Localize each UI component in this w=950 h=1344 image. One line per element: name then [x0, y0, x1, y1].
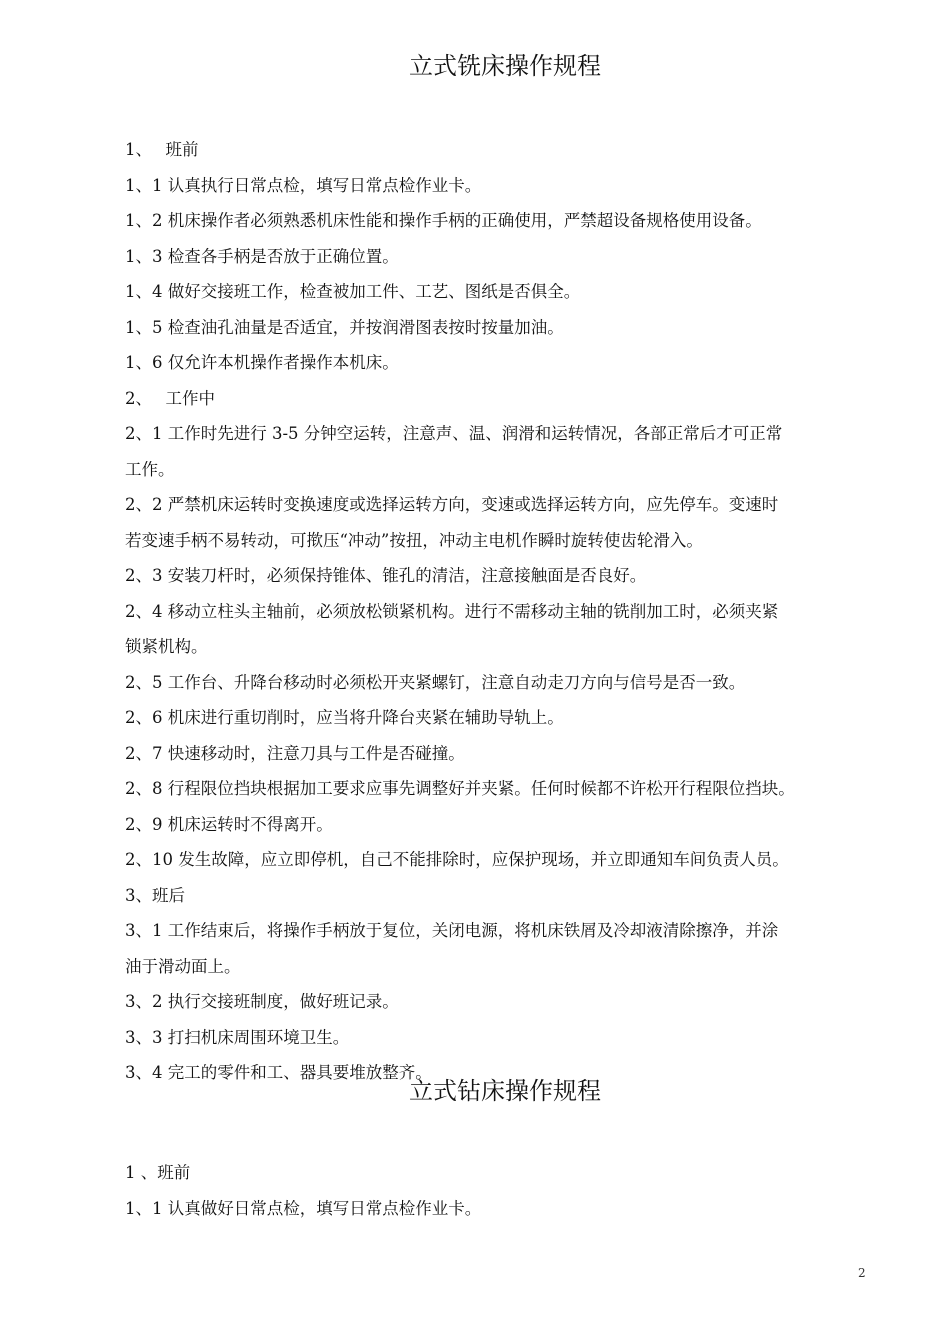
procedure-line: 2、9 机床运转时不得离开。: [125, 814, 333, 834]
procedure-line: 3、3 打扫机床周围环境卫生。: [125, 1027, 350, 1047]
procedure-line: 若变速手柄不易转动，可揿压“冲动”按扭，冲动主电机作瞬时旋转使齿轮滑入。: [125, 530, 703, 550]
procedure-line: 2、2 严禁机床运转时变换速度或选择运转方向，变速或选择运转方向，应先停车。变速时: [125, 495, 779, 514]
procedure-line: 锁紧机构。: [125, 637, 208, 656]
procedure-line: 2、4 移动立柱头主轴前，必须放松锁紧机构。进行不需移动主轴的铣削加工时，必须夹紧: [125, 601, 779, 621]
procedure-line: 2、7 快速移动时，注意刀具与工件是否碰撞。: [125, 743, 465, 763]
procedure-line: 1、4 做好交接班工作，检查被加工件、工艺、图纸是否俱全。: [125, 282, 581, 301]
page-title-drilling: 立式钻床操作规程: [409, 1077, 601, 1105]
procedure-line: 3、班后: [125, 885, 185, 905]
procedure-line: 3、4 完工的零件和工、器具要堆放整齐。: [125, 1063, 432, 1082]
page-title-milling: 立式铣床操作规程: [409, 52, 601, 80]
procedure-line: 1、6 仅允许本机操作者操作本机床。: [125, 353, 399, 372]
page-number: 2: [858, 1266, 866, 1280]
procedure-line: 1、3 检查各手柄是否放于正确位置。: [125, 246, 399, 266]
drilling-procedure-list: [125, 1155, 890, 1226]
procedure-line: 1、2 机床操作者必须熟悉机床性能和操作手柄的正确使用，严禁超设备规格使用设备。: [125, 211, 762, 230]
procedure-line: 3、1 工作结束后，将操作手柄放于复位，关闭电源，将机床铁屑及冷却液清除擦净，并涂: [125, 921, 779, 940]
procedure-line: 工作。: [125, 459, 175, 479]
procedure-line: 1、 班前: [125, 140, 199, 159]
procedure-line: 1、1 认真做好日常点检，填写日常点检作业卡。: [125, 1198, 482, 1218]
procedure-line: 2、6 机床进行重切削时，应当将升降台夹紧在辅助导轨上。: [125, 708, 564, 727]
procedure-line: 2、10 发生故障，应立即停机，自己不能排除时，应保护现场，并立即通知车间负责人员。: [125, 850, 789, 869]
procedure-line: 2、5 工作台、升降台移动时必须松开夹紧螺钉，注意自动走刀方向与信号是否一致。: [125, 672, 746, 692]
milling-procedure-list: [125, 132, 890, 1091]
procedure-line: 2、 工作中: [125, 388, 215, 408]
procedure-line: 油于滑动面上。: [125, 956, 241, 976]
procedure-line: 1、5 检查油孔油量是否适宜，并按润滑图表按时按量加油。: [125, 317, 564, 337]
procedure-line: 2、1 工作时先进行 3-5 分钟空运转，注意声、温、润滑和运转情况，各部正常后才可正常: [125, 424, 783, 443]
procedure-line: 2、8 行程限位挡块根据加工要求应事先调整好并夹紧。任何时候都不许松开行程限位挡块。: [125, 779, 795, 798]
procedure-line: 1、1 认真执行日常点检，填写日常点检作业卡。: [125, 175, 482, 195]
procedure-line: 2、3 安装刀杆时，必须保持锥体、锥孔的清洁，注意接触面是否良好。: [125, 566, 647, 585]
procedure-line: 3、2 执行交接班制度，做好班记录。: [125, 992, 399, 1011]
procedure-line: 1 、班前: [125, 1163, 191, 1182]
